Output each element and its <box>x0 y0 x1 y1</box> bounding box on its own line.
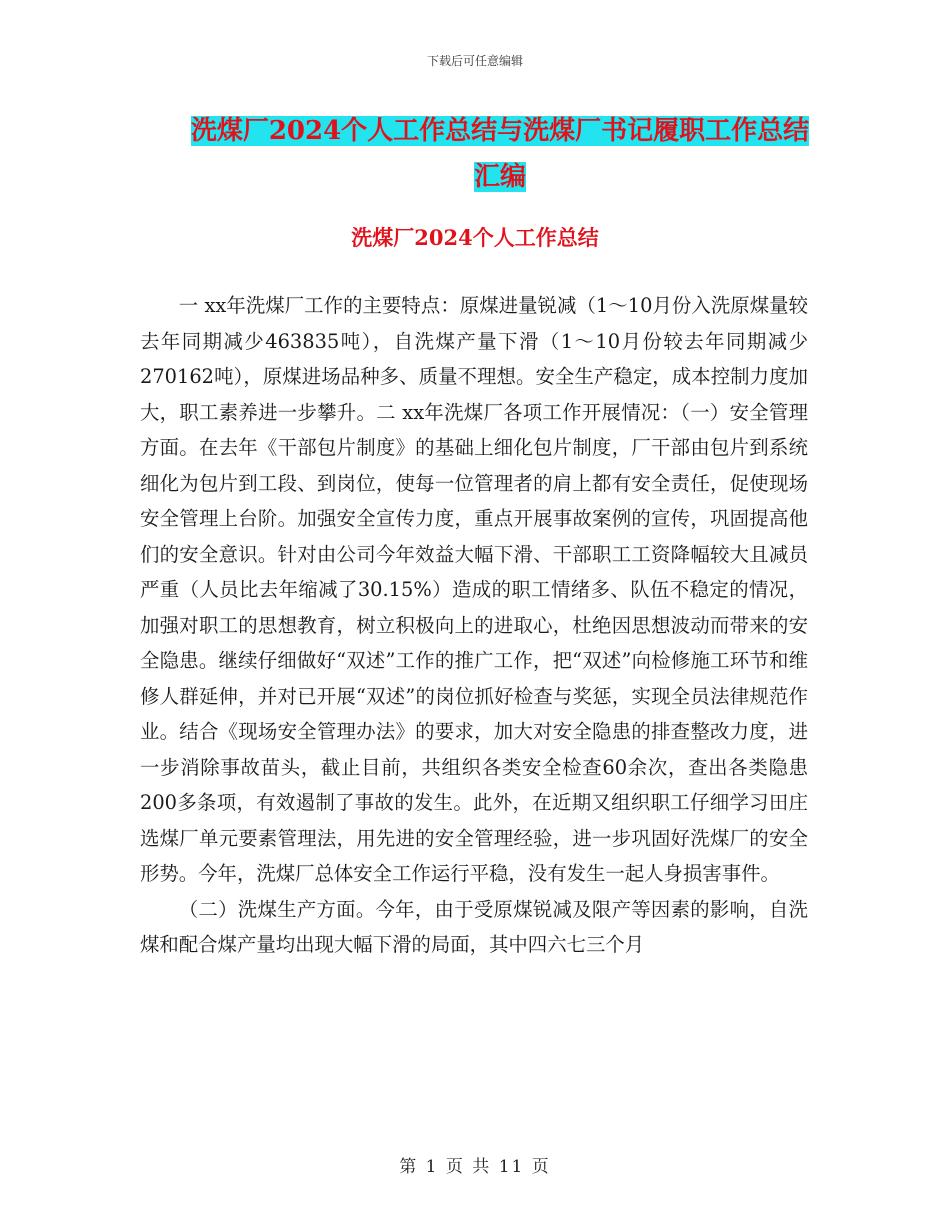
page-number: 第 1 页 共 11 页 <box>399 1157 551 1177</box>
header-note: 下载后可任意编辑 <box>426 54 523 68</box>
paragraph: 一 xx年洗煤厂工作的主要特点：原煤进量锐减（1～10月份入洗原煤量较去年同期减少463835吨），自洗煤产量下滑（1～10月份较去年同期减少270162吨），原煤进场品种多、质量不理想。安全生产稳定，成本控制力度加大，职工素养进一步攀升。二 xx年洗煤厂各项工作开展情况：（一）安全管理方面。在去年《干部包片制度》的基础上细化包片制度，厂干部由包片到系统细化为包片到工段、到岗位，使每一位管理者的肩上都有安全责任，促使现场安全管理上台阶。加强安全宣传力度，重点开展事故案例的宣传，巩固提高他们的安全意识。针对由公司今年效益大幅下滑、干部职工工资降幅较大且减员严重（人员比去年缩减了30.15%）造成的职工情绪多、队伍不稳定的情况，加强对职工的思想教育，树立积极向上的进取心，杜绝因思想波动而带来的安全隐患。继续仔细做好“双述”工作的推广工作，把“双述”向检修施工环节和维修人群延伸，并对已开展“双述”的岗位抓好检查与奖惩，实现全员法律规范作业。结合《现场安全管理办法》的要求，加大对安全隐患的排查整改力度，进一步消除事故苗头，截止目前，共组织各类安全检查60余次，查出各类隐患200多条项，有效遏制了事故的发生。此外，在近期又组织职工仔细学习田庄选煤厂单元要素管理法，用先进的安全管理经验，进一步巩固好洗煤厂的安全形势。今年，洗煤厂总体安全工作运行平稳，没有发生一起人身损害事件。 <box>140 294 808 885</box>
title-line-1: 洗煤厂2024个人工作总结与洗煤厂书记履职工作总结 <box>190 116 810 146</box>
paragraph: （二）洗煤生产方面。今年，由于受原煤锐减及限产等因素的影响，自洗煤和配合煤产量均出现大幅下滑的局面，其中四六七三个月 <box>140 897 808 956</box>
title-line-2: 汇编 <box>473 162 526 192</box>
document-body <box>140 288 808 963</box>
section-title: 洗煤厂2024个人工作总结 <box>351 225 599 250</box>
document-title <box>150 108 850 200</box>
